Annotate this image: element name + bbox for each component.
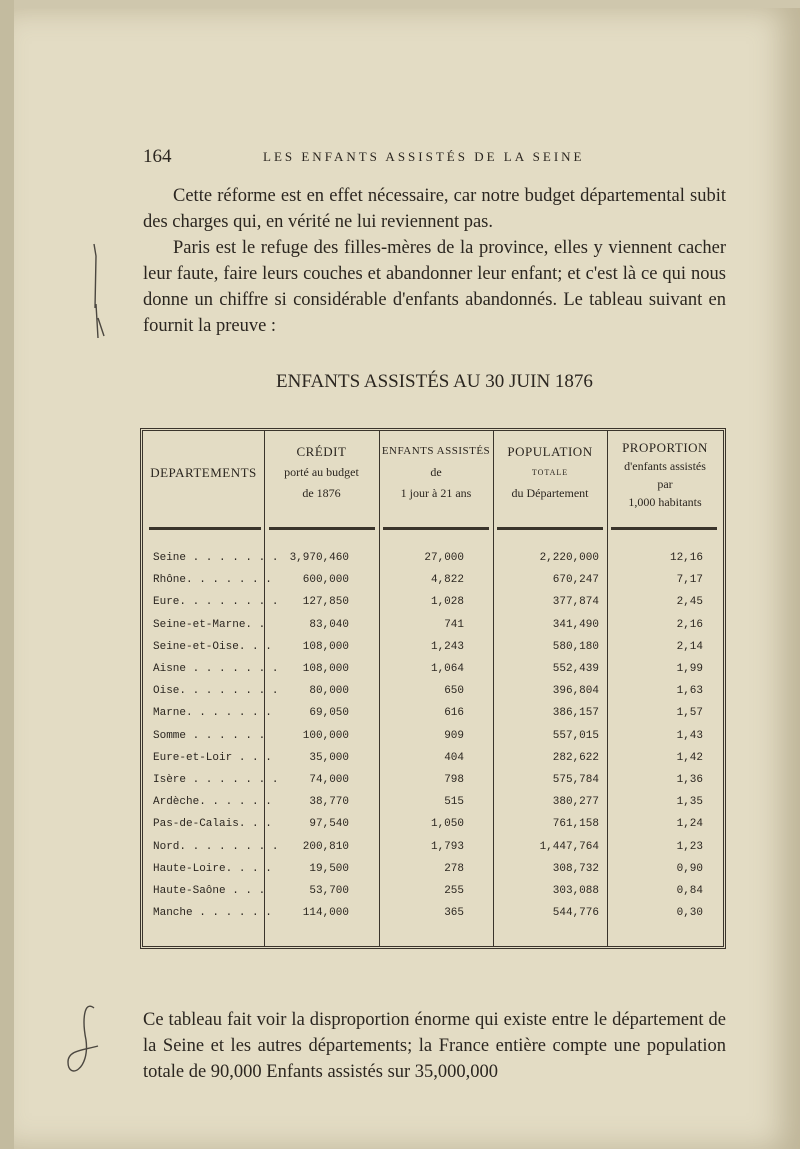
cell-credit: 200,810 (302, 840, 349, 853)
cell-population: 761,158 (552, 818, 599, 831)
table-title: ENFANTS ASSISTÉS AU 30 JUIN 1876 (276, 371, 593, 392)
cell-population: 396,804 (552, 685, 599, 698)
cell-dep: Oise. . . . . . . . (153, 685, 279, 698)
cell-dep: Pas-de-Calais. . . (153, 818, 272, 831)
cell-population: 303,088 (552, 885, 599, 897)
cell-proportion: 0,90 (676, 862, 703, 875)
cell-credit: 38,770 (309, 796, 349, 809)
table-row (143, 616, 723, 638)
cell-dep: Eure-et-Loir . . . (153, 751, 272, 764)
cell-credit: 114,000 (302, 907, 349, 920)
cell-population: 308,732 (552, 862, 599, 875)
cell-dep: Manche . . . . . . (153, 907, 272, 920)
cell-dep: Rhône. . . . . . . (153, 574, 272, 587)
table-row (143, 704, 723, 726)
table-row (143, 793, 723, 815)
header-label: de (430, 465, 442, 479)
cell-credit: 97,540 (309, 818, 349, 831)
closing-text (143, 1007, 726, 1085)
cell-enfants: 650 (444, 685, 464, 698)
cell-dep: Nord. . . . . . . . (153, 840, 279, 853)
cell-population: 552,439 (552, 663, 599, 675)
cell-enfants: 1,793 (430, 840, 464, 853)
paragraph: Ce tableau fait voir la disproportion énorme qui existe entre le département de la Seine et les autres départements; la France entière compte une population totale de 90,000 Enfants assistés sur 35,000,000 (143, 1010, 726, 1082)
header-credit (264, 441, 379, 504)
cell-proportion: 1,99 (676, 663, 703, 675)
cell-dep: Seine-et-Marne. . (153, 618, 266, 631)
header-label: d'enfants assistés (624, 459, 706, 473)
cell-population: 575,784 (552, 774, 599, 786)
cell-credit: 600,000 (302, 574, 349, 587)
cell-population: 377,874 (552, 596, 599, 609)
page-gutter (0, 0, 14, 1149)
cell-enfants: 1,064 (430, 663, 464, 675)
header-rule (611, 527, 717, 530)
cell-dep: Isère . . . . . . . (153, 774, 279, 786)
cell-population: 670,247 (552, 574, 599, 587)
cell-credit: 19,500 (309, 862, 349, 875)
cell-proportion: 2,16 (676, 618, 703, 631)
header-label: par (657, 477, 673, 491)
table-row (143, 838, 723, 860)
cell-enfants: 616 (444, 707, 464, 720)
header-rule (497, 527, 603, 530)
cell-credit: 74,000 (309, 774, 349, 786)
header-rule (383, 527, 489, 530)
cell-enfants: 1,028 (430, 596, 464, 609)
cell-credit: 127,850 (302, 596, 349, 609)
table-row (143, 682, 723, 704)
header-population (493, 441, 607, 504)
table-row (143, 571, 723, 593)
pencil-mark (86, 238, 116, 348)
table-row (143, 593, 723, 615)
cell-population: 544,776 (552, 907, 599, 920)
cell-proportion: 7,17 (676, 574, 703, 587)
header-label: 1 jour à 21 ans (400, 486, 472, 500)
cell-population: 282,622 (552, 751, 599, 764)
cell-population: 1,447,764 (539, 840, 599, 853)
header-enfants (379, 441, 493, 504)
cell-credit: 80,000 (309, 685, 349, 698)
header-rule (149, 527, 261, 530)
cell-proportion: 1,42 (676, 751, 703, 764)
cell-proportion: 1,23 (676, 840, 703, 853)
cell-credit: 108,000 (302, 640, 349, 653)
cell-proportion: 1,43 (676, 729, 703, 742)
cell-credit: 35,000 (309, 751, 349, 764)
page-number: 164 (143, 146, 172, 167)
header-label: ENFANTS ASSISTÉS (381, 445, 491, 457)
cell-enfants: 1,050 (430, 818, 464, 831)
cell-credit: 83,040 (309, 618, 349, 631)
cell-enfants: 27,000 (424, 552, 464, 564)
table-row (143, 882, 723, 904)
header-label: de 1876 (302, 486, 341, 500)
header-label: POPULATION (507, 444, 593, 459)
cell-population: 580,180 (552, 640, 599, 653)
cell-proportion: 1,36 (676, 774, 703, 786)
table-row (143, 815, 723, 837)
cell-credit: 53,700 (309, 885, 349, 897)
header-label: du Département (511, 486, 589, 500)
cell-credit: 69,050 (309, 707, 349, 720)
header-rule (269, 527, 375, 530)
cell-dep: Aisne . . . . . . . (153, 663, 279, 675)
table-row (143, 549, 723, 571)
table-row (143, 749, 723, 771)
cell-proportion: 0,30 (676, 907, 703, 920)
cell-enfants: 365 (444, 907, 464, 920)
cell-dep: Haute-Loire. . . . (153, 862, 272, 875)
header-label: PROPORTION (622, 440, 708, 455)
cell-population: 380,277 (552, 796, 599, 809)
table-row (143, 660, 723, 682)
cell-dep: Ardèche. . . . . . (153, 796, 272, 809)
cell-dep: Marne. . . . . . . (153, 707, 272, 720)
intro-text (143, 183, 726, 339)
header-departements (143, 462, 264, 484)
cell-population: 386,157 (552, 707, 599, 720)
cell-credit: 108,000 (302, 663, 349, 675)
cell-dep: Eure. . . . . . . . (153, 596, 279, 609)
cell-proportion: 1,63 (676, 685, 703, 698)
cell-proportion: 1,57 (676, 707, 703, 720)
cell-proportion: 2,14 (676, 640, 703, 653)
cell-enfants: 278 (444, 862, 464, 875)
cell-proportion: 0,84 (676, 885, 703, 897)
header-label: 1,000 habitants (628, 495, 702, 509)
cell-population: 557,015 (552, 729, 599, 742)
cell-proportion: 1,35 (676, 796, 703, 809)
cell-enfants: 4,822 (430, 574, 464, 587)
table-row (143, 638, 723, 660)
cell-proportion: 12,16 (669, 552, 703, 564)
cell-population: 341,490 (552, 618, 599, 631)
paragraph: Paris est le refuge des filles-mères de la province, elles y viennent cacher leur faute, faire leurs couches et abandonner leur enfant; et c'est là ce qui nous donne un chiffre si considérable d'enfants abandonnés. Le tableau suivant en fournit la preuve : (143, 238, 726, 336)
statistics-table (140, 428, 726, 949)
header-label: DEPARTEMENTS (150, 465, 257, 480)
cell-proportion: 2,45 (676, 596, 703, 609)
running-title: LES ENFANTS ASSISTÉS DE LA SEINE (263, 149, 585, 164)
cell-enfants: 1,243 (430, 640, 464, 653)
cell-credit: 3,970,460 (289, 552, 349, 564)
cell-population: 2,220,000 (539, 552, 599, 564)
cell-dep: Haute-Saône . . . (153, 885, 266, 897)
pencil-mark (64, 1000, 104, 1080)
header-proportion (607, 439, 723, 511)
table-row (143, 727, 723, 749)
header-label: porté au budget (284, 465, 359, 479)
header-label: CRÉDIT (296, 444, 347, 459)
cell-enfants: 741 (444, 618, 464, 631)
cell-dep: Seine-et-Oise. . . (153, 640, 272, 653)
running-head (143, 146, 723, 170)
cell-enfants: 255 (444, 885, 464, 897)
cell-credit: 100,000 (302, 729, 349, 742)
table-row (143, 860, 723, 882)
header-label: TOTALE (531, 468, 569, 477)
table-row (143, 904, 723, 926)
cell-enfants: 909 (444, 729, 464, 742)
cell-dep: Seine . . . . . . . (153, 552, 279, 564)
table-row (143, 771, 723, 793)
cell-proportion: 1,24 (676, 818, 703, 831)
cell-enfants: 798 (444, 774, 464, 786)
paragraph: Cette réforme est en effet nécessaire, car notre budget départemental subit des charges qui, en vérité ne lui reviennent pas. (143, 186, 726, 232)
cell-enfants: 515 (444, 796, 464, 809)
cell-enfants: 404 (444, 751, 464, 764)
cell-dep: Somme . . . . . . (153, 729, 266, 742)
